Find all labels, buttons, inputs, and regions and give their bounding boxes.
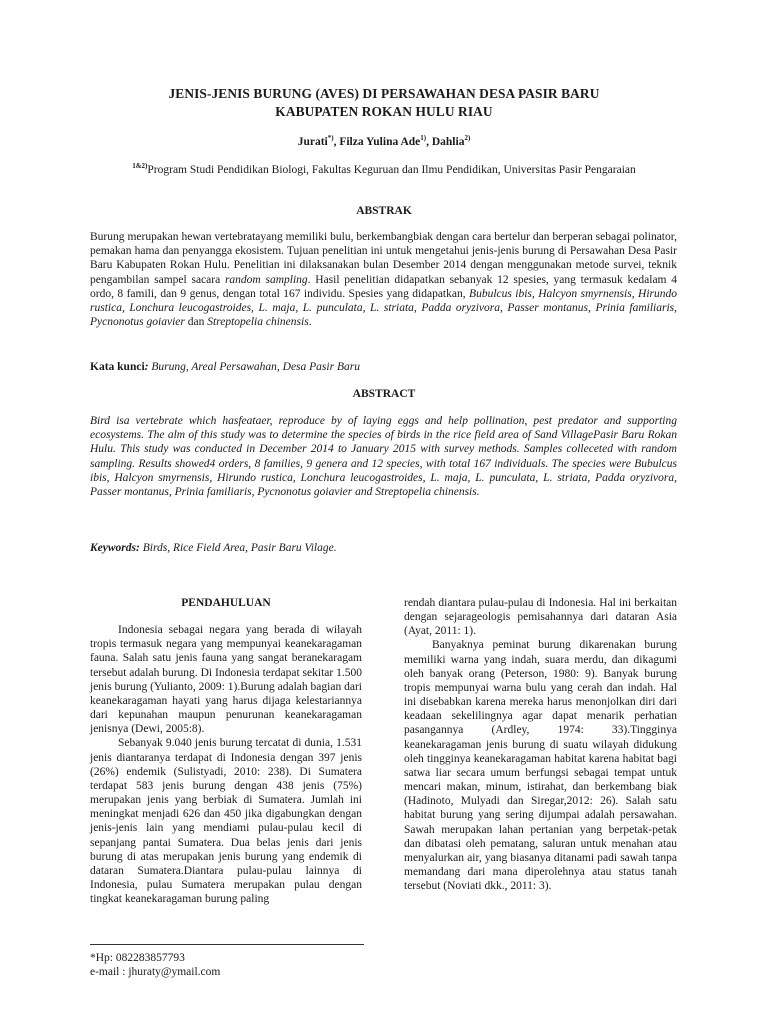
column-right [404, 596, 677, 893]
abstrak-and: dan [184, 316, 208, 329]
abstract-heading: ABSTRACT [352, 388, 416, 400]
abstrak-last-species: Streptopelia chinensis [207, 316, 309, 329]
footnote-phone: *Hp: 082283857793 [90, 952, 185, 964]
keywords [90, 541, 677, 555]
author-2: , Filza Yulina Ade [333, 136, 421, 148]
abstrak-text-2: . Hasil penelitian didapatkan sebanyak 12 spesies, yang termasuk kedalam 4 ordo, 8 famili, dan 9 genus, dengan total 167 individu. Spesies yang didapatkan, [90, 273, 677, 300]
keywords-value: Birds, Rice Field Area, Pasir Baru Vilage. [139, 542, 337, 554]
title-line-2: KABUPATEN ROKAN HULU RIAU [275, 104, 493, 119]
affiliation [90, 159, 678, 177]
pendahuluan-paragraph-1: Indonesia sebagai negara yang berada di wilayah tropis termasuk negara yang mempunyai keanekaragaman fauna. Salah satu jenis fauna yang sangat beranekaragam tersebut adalah burung. Di Indonesia terdapat sekitar 1.500 jenis burung (Yulianto, 2009: 1).Burung adalah bagian dari keanekaragaman hayati yang harus dijaga kelestariannya dari kepunahan maupun penurunan keanekaragaman jenisnya (Dewi, 2005:8). [90, 624, 362, 736]
abstrak-end: . [308, 316, 312, 329]
footnote-rule [90, 944, 364, 945]
abstrak-body [90, 230, 677, 329]
pendahuluan-heading: PENDAHULUAN [181, 597, 271, 609]
kata-kunci-value: Burung, Areal Persawahan, Desa Pasir Baru [148, 361, 360, 373]
author-2-mark: 1) [420, 134, 427, 142]
abstrak-species: Bubulcus ibis, Halcyon smyrnensis, Hirundo rustica, Lonchura leucogastroides, L. maja, L. punculata, L. striata, Padda oryzivora, Passer montanus, Prinia familiaris, Pycnonotus goiavier [90, 287, 677, 329]
footnote [90, 951, 220, 979]
kata-kunci-label: Kata kunci [90, 361, 145, 373]
abstrak-italic-method: random sampling [224, 273, 308, 286]
author-1: Jurati [297, 136, 328, 148]
affiliation-mark: 1&2) [132, 162, 148, 170]
author-3-mark: 2) [464, 134, 471, 142]
abstrak-heading: ABSTRAK [356, 205, 412, 217]
author-1-mark: *) [327, 134, 334, 142]
kata-kunci [90, 360, 677, 374]
abstrak-text-1: Burung merupakan hewan vertebratayang memiliki bulu, berkembangbiak dengan cara bertelur dan berperan sebagai polinator, pemakan hama dan penyangga ekosistem. Tujuan penelitian ini untuk mengetahui jenis-jenis burung di Persawahan Desa Pasir Baru Kabupaten Rokan Hulu. Penelitian ini dilaksanakan bulan Desember 2014 dengan menggunakan metode survei, teknik pengambilan sampel sacara [90, 231, 677, 286]
paper-title [90, 85, 678, 121]
abstract-body: Bird isa vertebrate which hasfeataer, reproduce by of laying eggs and help pollination, pest predator and supporting ecosystems. The alm of this study was to determine the species of birds in the rice field area of Sand VillagePasir Baru Rokan Hulu. This study was conducted in December 2014 to January 2015 with survey methods. Samples colleceted with random sampling. Results showed4 orders, 8 families, 9 genera and 12 species, with total 167 individuals. The species were Bubulcus ibis, Halcyon smyrnensis, Hirundo rustica, Lonchura leucogastroides, L. maja, L. punculata, L. striata, Padda oryzivora, Passer montanus, Prinia familiaris, Pycnonotus goiavier and Streptopelia chinensis. [90, 415, 677, 499]
author-3: , Dahlia [426, 136, 465, 148]
pendahuluan-paragraph-3: rendah diantara pulau-pulau di Indonesia. Hal ini berkaitan dengan sejarageologis pemisahannya dari dataran Asia (Ayat, 2011: 1). [404, 597, 677, 638]
pendahuluan-paragraph-4: Banyaknya peminat burung dikarenakan burung memiliki warna yang indah, suara merdu, dan dikagumi oleh banyak orang (Peterson, 1980: 9). Banyak burung tropis mempunyai warna bulu yang cerah dan indah. Hal ini disebabkan karena mereka harus menonjolkan diri dari keadaan sekelilingnya agar dapat menarik perhatian pasangannya (Ardley, 1974: 33).Tingginya keanekaragaman jenis burung di suatu wilayah didukung oleh tingginya keanekaragaman habitat karena habitat bagi satwa liar secara umum berfungsi sebagai tempat untuk mencari makan, minum, istirahat, dan berkembang biak (Hadinoto, Mulyadi dan Siregar,2012: 26). Salah satu habitat burung yang sering dijumpai adalah persawahan. Sawah merupakan lahan pertanian yang berpetak-petak dan dibatasi oleh pematang, saluran untuk menahan atau menyalurkan air, yang biasanya ditanami padi sawah tanpa memandang dari mana diperolehnya atau status tanah tersebut (Noviati dkk., 2011: 3). [404, 639, 677, 893]
footnote-email: e-mail : jhuraty@ymail.com [90, 966, 221, 978]
title-line-1: JENIS-JENIS BURUNG (AVES) DI PERSAWAHAN DESA PASIR BARU [168, 86, 600, 101]
kata-kunci-colon: : [144, 361, 149, 373]
keywords-label: Keywords: [90, 542, 140, 554]
column-left [90, 596, 362, 906]
affiliation-text: Program Studi Pendidikan Biologi, Fakultas Keguruan dan Ilmu Pendidikan, Universitas Pasir Pengaraian [147, 164, 636, 176]
author-list [90, 131, 678, 149]
pendahuluan-paragraph-2: Sebanyak 9.040 jenis burung tercatat di dunia, 1.531 jenis diantaranya terdapat di Indonesia dengan 397 jenis (26%) endemik (Sulistyadi, 2010: 238). Di Sumatera terdapat 583 jenis burung dengan 438 jenis (75%) merupakan jenis yang berbiak di Sumatera. Jumlah ini meningkat menjadi 626 dan 450 jika digabungkan dengan jenis-jenis lain yang mendiami pulau-pulau kecil di sepanjang pantai Sumatera. Dua belas jenis dari jenis burung di atas merupakan jenis burung yang endemik di dataran Sumatera.Diantara pulau-pulau lainnya di Indonesia, pulau Sumatera merupakan pulau dengan tingkat keanekaragaman burung paling [90, 737, 362, 906]
